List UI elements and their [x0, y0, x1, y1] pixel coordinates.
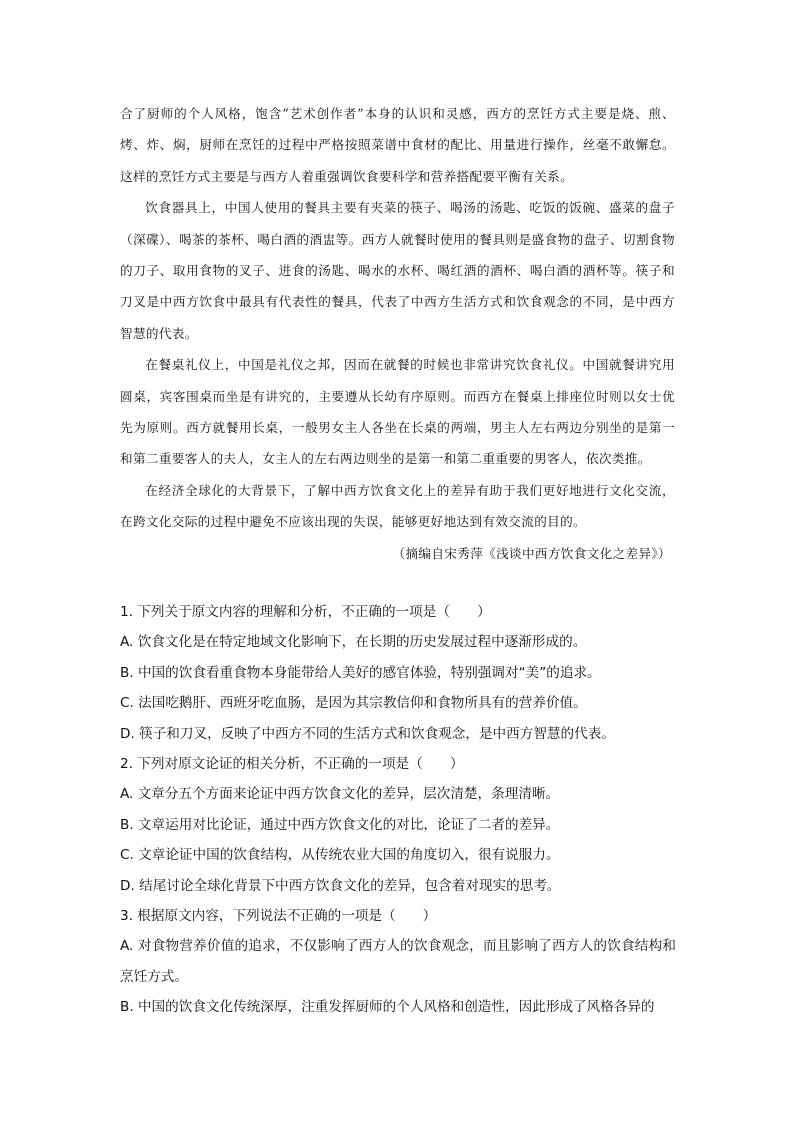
- option-b: B. 中国的饮食看重食物本身能带给人美好的感官体验，特别强调对“美”的追求。: [120, 664, 601, 681]
- option-b: B. 文章运用对比论证，通过中西方饮食文化的对比，论证了二者的差异。: [120, 816, 560, 833]
- option-c: C. 文章论证中国的饮食结构，从传统农业大国的角度切入，很有说服力。: [120, 847, 560, 864]
- question-2: [120, 749, 676, 901]
- passage-source: （摘编自宋秀萍《浅谈中西方饮食文化之差异》）: [392, 545, 671, 561]
- question-stem: 2. 下列对原文论证的相关分析，不正确的一项是（ ）: [120, 756, 464, 773]
- option-d: D. 筷子和刀叉，反映了中西方不同的生活方式和饮食观念，是中西方智慧的代表。: [120, 725, 615, 742]
- option-a: A. 饮食文化是在特定地域文化影响下，在长期的历史发展过程中逐渐形成的。: [120, 634, 587, 651]
- passage-paragraph-3: 在餐桌礼仪上，中国是礼仪之邦，因而在就餐的时候也非常讲究饮食礼仪。中国就餐讲究用圆桌，宾客围桌而坐是有讲究的，主要遵从长幼有序原则。而西方在餐桌上排座位时则以女士优先为原则。西方就餐用长桌，一般男女主人各坐在长桌的两端，男主人左右两边分别坐的是第一和第二重要客人的夫人，女主人的左右两边则坐的是第一和第二重重要的男客人，依次类推。: [120, 357, 675, 467]
- question-1: [120, 597, 676, 749]
- question-list: [120, 597, 676, 1023]
- passage-paragraph-4: 在经济全球化的大背景下，了解中西方饮食文化上的差异有助于我们更好地进行文化交流，在跨文化交际的过程中避免不应该出现的失误，能够更好地达到有效交流的目的。: [120, 482, 675, 530]
- reading-passage: [120, 98, 675, 569]
- question-3: [120, 901, 676, 1023]
- question-stem: 3. 根据原文内容，下列说法不正确的一项是（ ）: [120, 908, 437, 925]
- option-b: B. 中国的饮食文化传统深厚，注重发挥厨师的个人风格和创造性，因此形成了风格各异的: [120, 999, 655, 1016]
- question-stem: 1. 下列关于原文内容的理解和分析，不正确的一项是（ ）: [120, 604, 491, 620]
- passage-paragraph-1: 合了厨师的个人风格，饱含“艺术创作者”本身的认识和灵感，西方的烹饪方式主要是烧、煎、烤、炸、焖，厨师在烹饪的过程中严格按照菜谱中食材的配比、用量进行操作，丝毫不敢懈怠。这样的烹饪方式主要是与西方人着重强调饮食要科学和营养搭配要平衡有关系。: [120, 106, 675, 184]
- option-d: D. 结尾讨论全球化背景下中西方饮食文化的差异，包含着对现实的思考。: [120, 877, 561, 894]
- option-a: A. 对食物营养价值的追求，不仅影响了西方人的饮食观念，而且影响了西方人的饮食结构和烹饪方式。: [120, 938, 676, 985]
- passage-paragraph-2: 饮食器具上，中国人使用的餐具主要有夹菜的筷子、喝汤的汤匙、吃饭的饭碗、盛菜的盘子（深碟）、喝茶的茶杯、喝白酒的酒盅等。西方人就餐时使用的餐具则是盛食物的盘子、切割食物的刀子、取用食物的叉子、进食的汤匙、喝水的水杯、喝红酒的酒杯、喝白酒的酒杯等。筷子和刀叉是中西方饮食中最具有代表性的餐具，代表了中西方生活方式和饮食观念的不同，是中西方智慧的代表。: [120, 200, 675, 341]
- option-a: A. 文章分五个方面来论证中西方饮食文化的差异，层次清楚，条理清晰。: [120, 786, 560, 803]
- option-c: C. 法国吃鹅肝、西班牙吃血肠，是因为其宗教信仰和食物所具有的营养价值。: [120, 695, 587, 712]
